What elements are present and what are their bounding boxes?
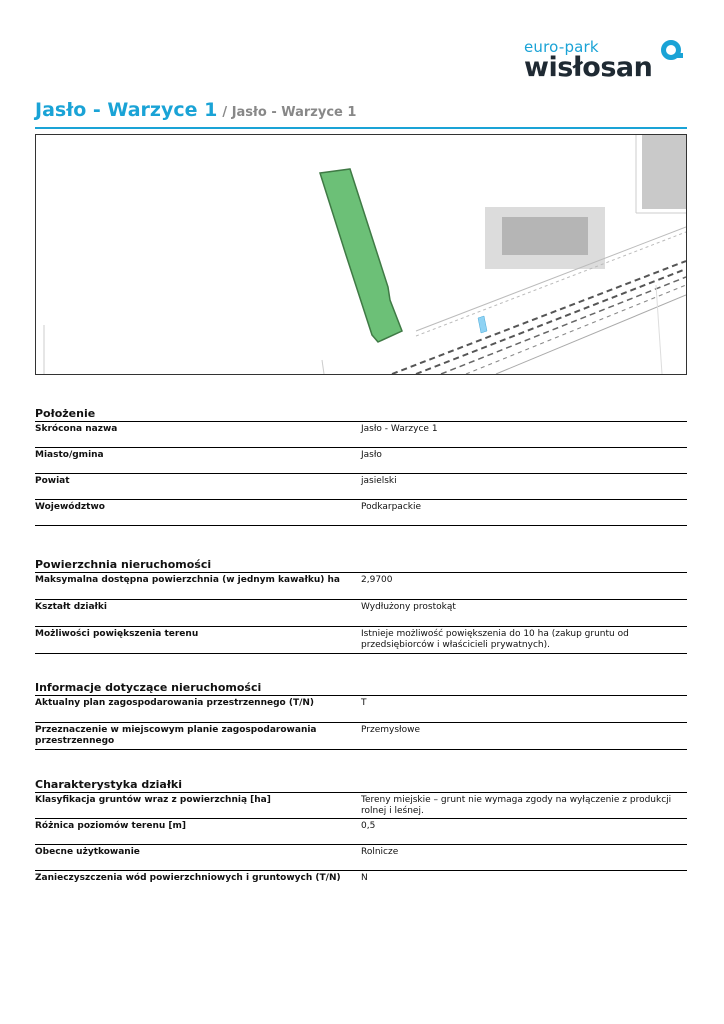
- table-row: [35, 422, 687, 448]
- map-block-building: [642, 135, 686, 209]
- row-label: Obecne użytkowanie: [35, 847, 140, 857]
- table-row: [35, 573, 687, 600]
- row-value: 2,9700: [361, 575, 393, 585]
- logo-line1: euro-park: [524, 38, 599, 56]
- map-railway: [392, 261, 686, 374]
- row-value: Jasło - Warzyce 1: [361, 424, 438, 434]
- section-title: Charakterystyka działki: [35, 778, 687, 793]
- table-row: [35, 871, 687, 896]
- site-map: [35, 134, 687, 375]
- section-area: [35, 558, 687, 654]
- row-label: Różnica poziomów terenu [m]: [35, 821, 187, 831]
- row-value: N: [361, 873, 368, 883]
- table-row: [35, 793, 687, 819]
- map-plot-area: [320, 169, 402, 342]
- row-value: Tereny miejskie – grunt nie wymaga zgody na wyłączenie z produkcji rolnej i leśnej.: [361, 795, 672, 816]
- section-plot-characteristics: [35, 778, 687, 896]
- table-row: [35, 500, 687, 526]
- section-title: Położenie: [35, 407, 687, 422]
- table-row: [35, 474, 687, 500]
- row-value: Rolnicze: [361, 847, 399, 857]
- logo-mark-icon: [661, 40, 681, 60]
- row-value: 0,5: [361, 821, 376, 831]
- page-title: [35, 99, 687, 129]
- row-label: Województwo: [35, 502, 105, 512]
- map-graphic: [36, 135, 686, 374]
- row-label: Miasto/gmina: [35, 450, 104, 460]
- title-sub: / Jasło - Warzyce 1: [222, 105, 357, 120]
- row-label: Powiat: [35, 476, 70, 486]
- row-label: Klasyfikacja gruntów wraz z powierzchnią [ha]: [35, 795, 271, 805]
- map-factory-hall: [502, 217, 588, 255]
- section-property-info: [35, 681, 687, 750]
- row-label: Przeznaczenie w miejscowym planie zagospodarowania przestrzennego: [35, 725, 317, 746]
- row-value: Istnieje możliwość powiększenia do 10 ha (zakup gruntu od przedsiębiorców i właścicieli prywatnych).: [361, 629, 629, 650]
- table-row: [35, 448, 687, 474]
- map-water: [478, 316, 487, 333]
- section-title: Informacje dotyczące nieruchomości: [35, 681, 687, 696]
- row-label: Aktualny plan zagospodarowania przestrzennego (T/N): [35, 698, 315, 708]
- row-value: Jasło: [361, 450, 382, 460]
- row-label: Możliwości powiększenia terenu: [35, 629, 199, 639]
- row-value: T: [361, 698, 367, 708]
- euro-park-logo: [524, 38, 692, 86]
- section-title: Powierzchnia nieruchomości: [35, 558, 687, 573]
- row-value: jasielski: [361, 476, 397, 486]
- table-row: [35, 696, 687, 723]
- row-label: Kształt działki: [35, 602, 107, 612]
- table-row: [35, 723, 687, 750]
- logo-line2: wisłosan: [524, 52, 653, 83]
- row-label: Skrócona nazwa: [35, 424, 118, 434]
- row-label: Maksymalna dostępna powierzchnia (w jednym kawałku) ha: [35, 575, 340, 585]
- title-main: Jasło - Warzyce 1: [35, 99, 218, 121]
- table-row: [35, 845, 687, 871]
- row-value: Podkarpackie: [361, 502, 422, 512]
- row-label: Zanieczyszczenia wód powierzchniowych i gruntowych (T/N): [35, 873, 341, 883]
- table-row: [35, 600, 687, 627]
- table-row: [35, 627, 687, 654]
- section-location: [35, 407, 687, 526]
- table-row: [35, 819, 687, 845]
- row-value: Przemysłowe: [361, 725, 420, 735]
- row-value: Wydłużony prostokąt: [361, 602, 456, 612]
